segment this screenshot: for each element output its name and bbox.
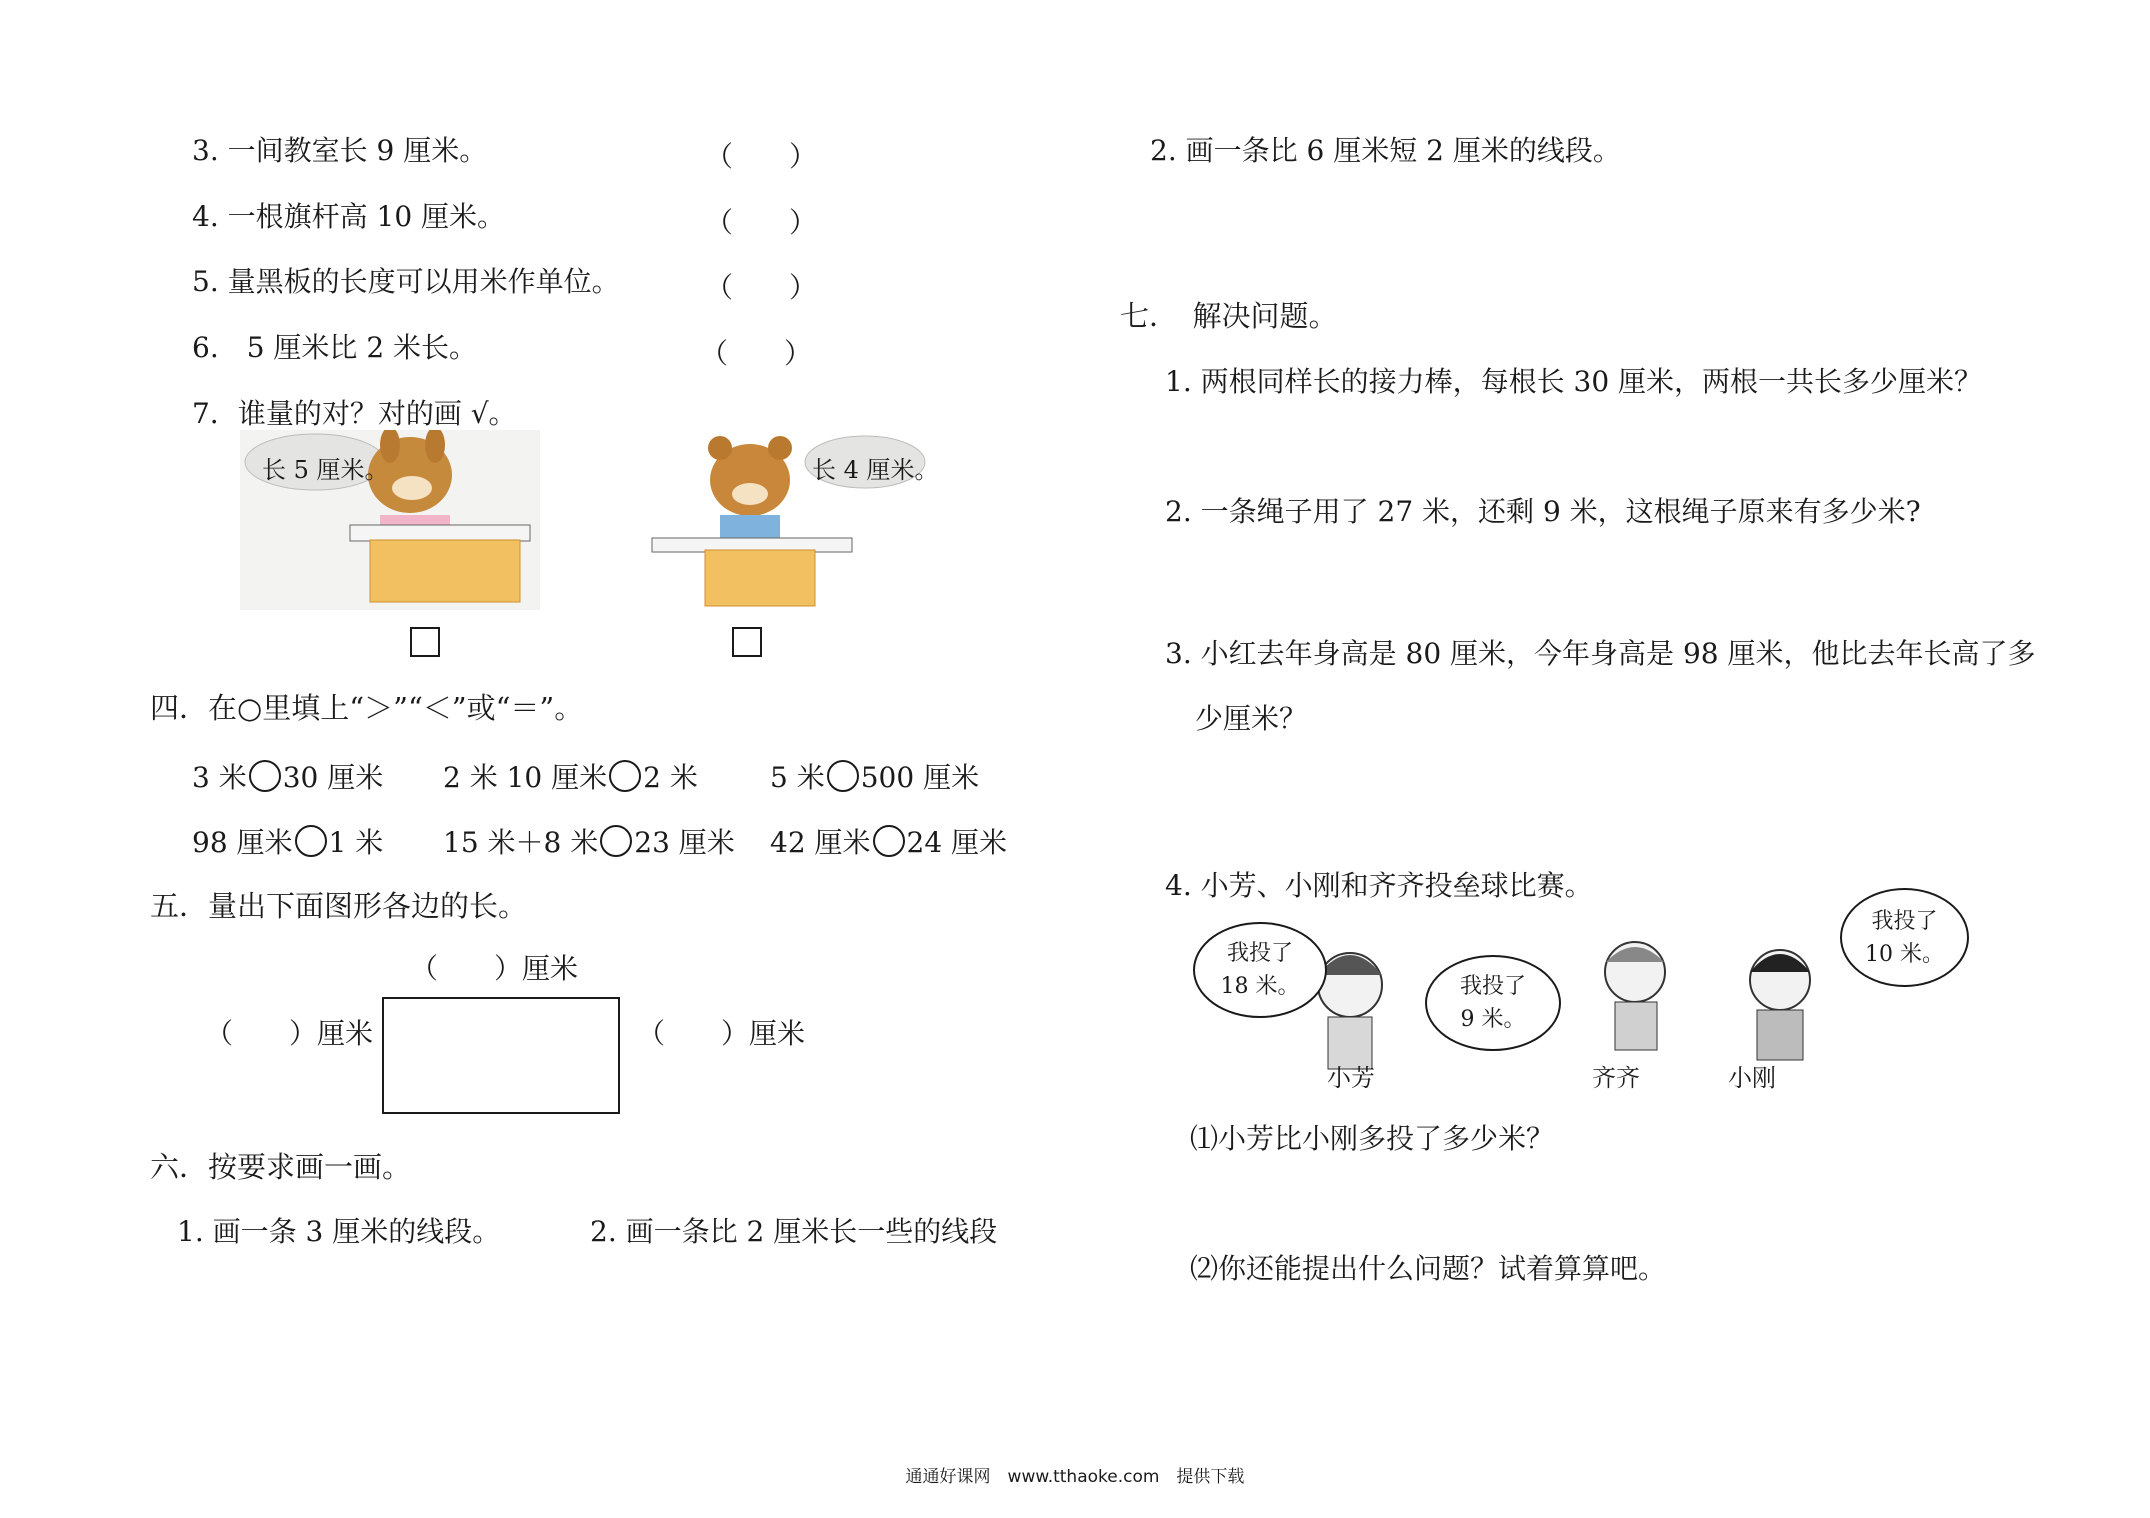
compare-circle[interactable] bbox=[827, 760, 859, 792]
name-qiqi: 齐齐 bbox=[1592, 1064, 1640, 1092]
problem-1: 1. 两根同样长的接力棒，每根长 30 厘米，两根一共长多少厘米？ bbox=[1165, 365, 1983, 398]
bubble-line: 我投了 bbox=[1871, 908, 1938, 934]
compare-item bbox=[443, 821, 735, 861]
compare-circle[interactable] bbox=[249, 760, 281, 792]
sub-question-1: ⑴小芳比小刚多投了多少米？ bbox=[1190, 1122, 1555, 1155]
draw-item-2: 2. 画一条比 2 厘米长一些的线段 bbox=[590, 1215, 998, 1248]
compare-circle[interactable] bbox=[295, 825, 327, 857]
bubble-line: 10 米。 bbox=[1865, 941, 1944, 967]
judge-item-5: 5. 量黑板的长度可以用米作单位。 bbox=[192, 265, 620, 298]
checkbox-bear[interactable] bbox=[732, 627, 762, 657]
name-xiaofang: 小芳 bbox=[1327, 1064, 1375, 1092]
answer-paren-6[interactable]: （ ） bbox=[700, 337, 813, 370]
compare-circle[interactable] bbox=[873, 825, 905, 857]
compare-circle[interactable] bbox=[609, 760, 641, 792]
compare-right: 1 米 bbox=[328, 826, 384, 859]
compare-left: 15 米＋8 米 bbox=[443, 826, 599, 859]
section-5-title: 五．量出下面图形各边的长。 bbox=[150, 889, 528, 923]
judge-item-3: 3. 一间教室长 9 厘米。 bbox=[192, 134, 488, 167]
name-xiaogang: 小刚 bbox=[1728, 1064, 1776, 1092]
judge-item-7: 7．谁量的对？对的画 √。 bbox=[192, 397, 517, 430]
rect-right-label[interactable]: （ ）厘米 bbox=[637, 1017, 806, 1050]
rect-top-label[interactable]: （ ）厘米 bbox=[410, 952, 579, 985]
page-footer: 通通好课网 www.tthaoke.com 提供下载 bbox=[905, 1467, 1245, 1487]
bubble-line: 9 米。 bbox=[1460, 1007, 1526, 1032]
compare-right: 2 米 bbox=[643, 761, 698, 794]
draw-item-3: 2. 画一条比 6 厘米短 2 厘米的线段。 bbox=[1150, 134, 1621, 167]
bubble-xiaofang bbox=[1193, 922, 1327, 1018]
bubble-left-text: 长 5 厘米。 bbox=[262, 456, 389, 484]
compare-right: 24 厘米 bbox=[906, 826, 1008, 859]
compare-item bbox=[443, 756, 698, 796]
section-6-title: 六．按要求画一画。 bbox=[150, 1150, 412, 1184]
bubble-line: 我投了 bbox=[1226, 941, 1293, 966]
problem-2: 2. 一条绳子用了 27 米，还剩 9 米，这根绳子原来有多少米? bbox=[1165, 495, 1921, 528]
compare-right: 23 厘米 bbox=[634, 826, 735, 859]
compare-left: 5 米 bbox=[770, 761, 825, 794]
problem-4: 4. 小芳、小刚和齐齐投垒球比赛。 bbox=[1165, 869, 1593, 902]
checkbox-squirrel[interactable] bbox=[410, 627, 440, 657]
bubble-right-text: 长 4 厘米。 bbox=[812, 456, 939, 484]
judge-item-4: 4. 一根旗杆高 10 厘米。 bbox=[192, 200, 506, 233]
compare-item bbox=[770, 756, 979, 796]
compare-left: 98 厘米 bbox=[192, 826, 293, 859]
answer-paren-3[interactable]: （ ） bbox=[705, 140, 818, 173]
compare-right: 30 厘米 bbox=[282, 761, 384, 794]
bubble-xiaogang bbox=[1840, 888, 1969, 987]
bubble-line: 我投了 bbox=[1459, 974, 1526, 999]
problem-3-line2: 少厘米？ bbox=[1195, 702, 1308, 735]
answer-paren-5[interactable]: （ ） bbox=[705, 271, 818, 304]
judge-item-6: 6. 5 厘米比 2 米长。 bbox=[192, 331, 478, 364]
bubble-line: 18 米。 bbox=[1220, 974, 1300, 999]
section-7-title: 七． 解决问题。 bbox=[1120, 299, 1338, 333]
compare-left: 3 米 bbox=[192, 761, 247, 794]
compare-right: 500 厘米 bbox=[860, 761, 980, 794]
compare-circle[interactable] bbox=[600, 825, 632, 857]
answer-paren-4[interactable]: （ ） bbox=[705, 206, 818, 239]
compare-item bbox=[192, 821, 383, 861]
section-4-title: 四．在○里填上“＞”“＜”或“＝”。 bbox=[150, 691, 584, 725]
compare-left: 42 厘米 bbox=[770, 826, 871, 859]
problem-3-line1: 3. 小红去年身高是 80 厘米，今年身高是 98 厘米，他比去年长高了多 bbox=[1165, 637, 2036, 670]
compare-item bbox=[770, 821, 1007, 861]
measure-rectangle bbox=[382, 997, 620, 1114]
draw-item-1: 1. 画一条 3 厘米的线段。 bbox=[177, 1215, 501, 1248]
sub-question-2: ⑵你还能提出什么问题？试着算算吧。 bbox=[1190, 1252, 1667, 1285]
bubble-qiqi bbox=[1425, 955, 1561, 1051]
compare-left: 2 米 10 厘米 bbox=[443, 761, 608, 794]
compare-item bbox=[192, 756, 383, 796]
rect-left-label[interactable]: （ ）厘米 bbox=[205, 1017, 374, 1050]
